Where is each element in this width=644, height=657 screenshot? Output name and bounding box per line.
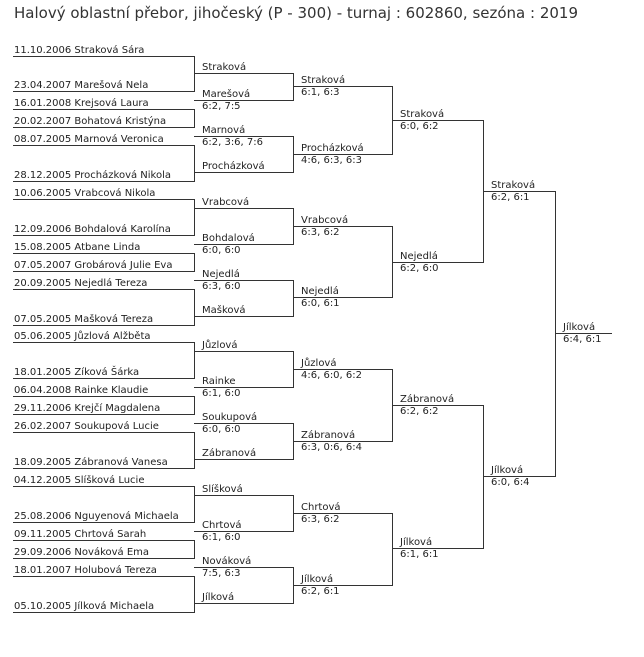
round2-name: Jůzlová xyxy=(202,340,238,351)
round2-name: Procházková xyxy=(202,161,265,172)
round3-name: Jůzlová xyxy=(301,358,337,369)
player-entry: 25.08.2006 Nguyenová Michaela xyxy=(14,511,179,522)
round2-name: Rainke xyxy=(202,376,236,387)
round4-score: 6:1, 6:1 xyxy=(400,549,439,560)
player-entry: 20.09.2005 Nejedlá Tereza xyxy=(14,278,148,289)
player-entry: 26.02.2007 Soukupová Lucie xyxy=(14,421,159,432)
player-entry: 20.02.2007 Bohatová Kristýna xyxy=(14,116,167,127)
round2-score: 6:3, 6:0 xyxy=(202,281,241,292)
round2-name: Soukupová xyxy=(202,412,258,423)
player-entry: 07.05.2007 Grobárová Julie Eva xyxy=(14,260,173,271)
round3-name: Zábranová xyxy=(301,430,356,441)
player-entry: 04.12.2005 Slíšková Lucie xyxy=(14,475,145,486)
round2-score: 6:0, 6:0 xyxy=(202,245,241,256)
round3-name: Vrabcová xyxy=(301,215,349,226)
round2-score: 6:2, 3:6, 7:6 xyxy=(202,137,263,148)
round2-name: Zábranová xyxy=(202,448,257,459)
round5-score: 6:2, 6:1 xyxy=(491,192,530,203)
round2-score: 6:2, 7:5 xyxy=(202,101,241,112)
round2-name: Chrtová xyxy=(202,520,242,531)
round4-score: 6:0, 6:2 xyxy=(400,121,439,132)
page-title: Halový oblastní přebor, jihočeský (P - 300) - turnaj : 602860, sezóna : 2019 xyxy=(14,4,579,22)
round2-name: Marešová xyxy=(202,89,251,100)
player-entry: 12.09.2006 Bohdalová Karolína xyxy=(14,224,171,235)
player-entry: 18.01.2007 Holubová Tereza xyxy=(14,565,157,576)
round3-name: Chrtová xyxy=(301,502,341,513)
round3-score: 4:6, 6:3, 6:3 xyxy=(301,155,362,166)
round3-score: 6:0, 6:1 xyxy=(301,298,340,309)
player-entry: 07.05.2005 Mašková Tereza xyxy=(14,314,154,325)
round5-name: Straková xyxy=(491,180,536,191)
round2-score: 7:5, 6:3 xyxy=(202,568,241,579)
round2-name: Vrabcová xyxy=(202,197,250,208)
round4-name: Zábranová xyxy=(400,394,455,405)
round2-score: 6:1, 6:0 xyxy=(202,532,241,543)
player-entry: 23.04.2007 Marešová Nela xyxy=(14,80,149,91)
player-entry: 10.06.2005 Vrabcová Nikola xyxy=(14,188,156,199)
round4-score: 6:2, 6:2 xyxy=(400,406,439,417)
player-entry: 28.12.2005 Procházková Nikola xyxy=(14,170,172,181)
player-entry: 29.11.2006 Krejčí Magdalena xyxy=(14,403,161,414)
round2-score: 6:1, 6:0 xyxy=(202,388,241,399)
round4-name: Straková xyxy=(400,109,445,120)
winner-score: 6:4, 6:1 xyxy=(563,334,602,345)
round2-score: 6:0, 6:0 xyxy=(202,424,241,435)
round4-score: 6:2, 6:0 xyxy=(400,263,439,274)
player-entry: 05.10.2005 Jílková Michaela xyxy=(14,601,155,612)
round2-name: Bohdalová xyxy=(202,233,255,244)
player-entry: 16.01.2008 Krejsová Laura xyxy=(14,98,149,109)
round5-score: 6:0, 6:4 xyxy=(491,477,530,488)
round2-name: Slíšková xyxy=(202,484,243,495)
round3-name: Nejedlá xyxy=(301,286,339,297)
player-entry: 05.06.2005 Jůzlová Alžběta xyxy=(14,331,151,342)
round3-score: 4:6, 6:0, 6:2 xyxy=(301,370,362,381)
player-entry: 09.11.2005 Chrtová Sarah xyxy=(14,529,147,540)
round2-name: Marnová xyxy=(202,125,246,136)
player-entry: 18.09.2005 Zábranová Vanesa xyxy=(14,457,168,468)
round3-score: 6:2, 6:1 xyxy=(301,586,340,597)
round2-name: Jílková xyxy=(202,592,235,603)
player-entry: 29.09.2006 Nováková Ema xyxy=(14,547,150,558)
round5-name: Jílková xyxy=(491,465,524,476)
winner-name: Jílková xyxy=(563,322,596,333)
round3-name: Procházková xyxy=(301,143,364,154)
player-entry: 11.10.2006 Straková Sára xyxy=(14,45,145,56)
round3-score: 6:3, 6:2 xyxy=(301,514,340,525)
round2-name: Nejedlá xyxy=(202,269,240,280)
round4-name: Nejedlá xyxy=(400,251,438,262)
round3-name: Jílková xyxy=(301,574,334,585)
round2-name: Nováková xyxy=(202,556,252,567)
round3-score: 6:3, 6:2 xyxy=(301,227,340,238)
round3-name: Straková xyxy=(301,75,346,86)
round3-score: 6:1, 6:3 xyxy=(301,87,340,98)
player-entry: 06.04.2008 Rainke Klaudie xyxy=(14,385,149,396)
player-entry: 15.08.2005 Atbane Linda xyxy=(14,242,141,253)
player-entry: 18.01.2005 Zíková Šárka xyxy=(14,367,140,378)
round2-name: Straková xyxy=(202,62,247,73)
round4-name: Jílková xyxy=(400,537,433,548)
player-entry: 08.07.2005 Marnová Veronica xyxy=(14,134,164,145)
round3-score: 6:3, 0:6, 6:4 xyxy=(301,442,362,453)
round2-name: Mašková xyxy=(202,305,246,316)
